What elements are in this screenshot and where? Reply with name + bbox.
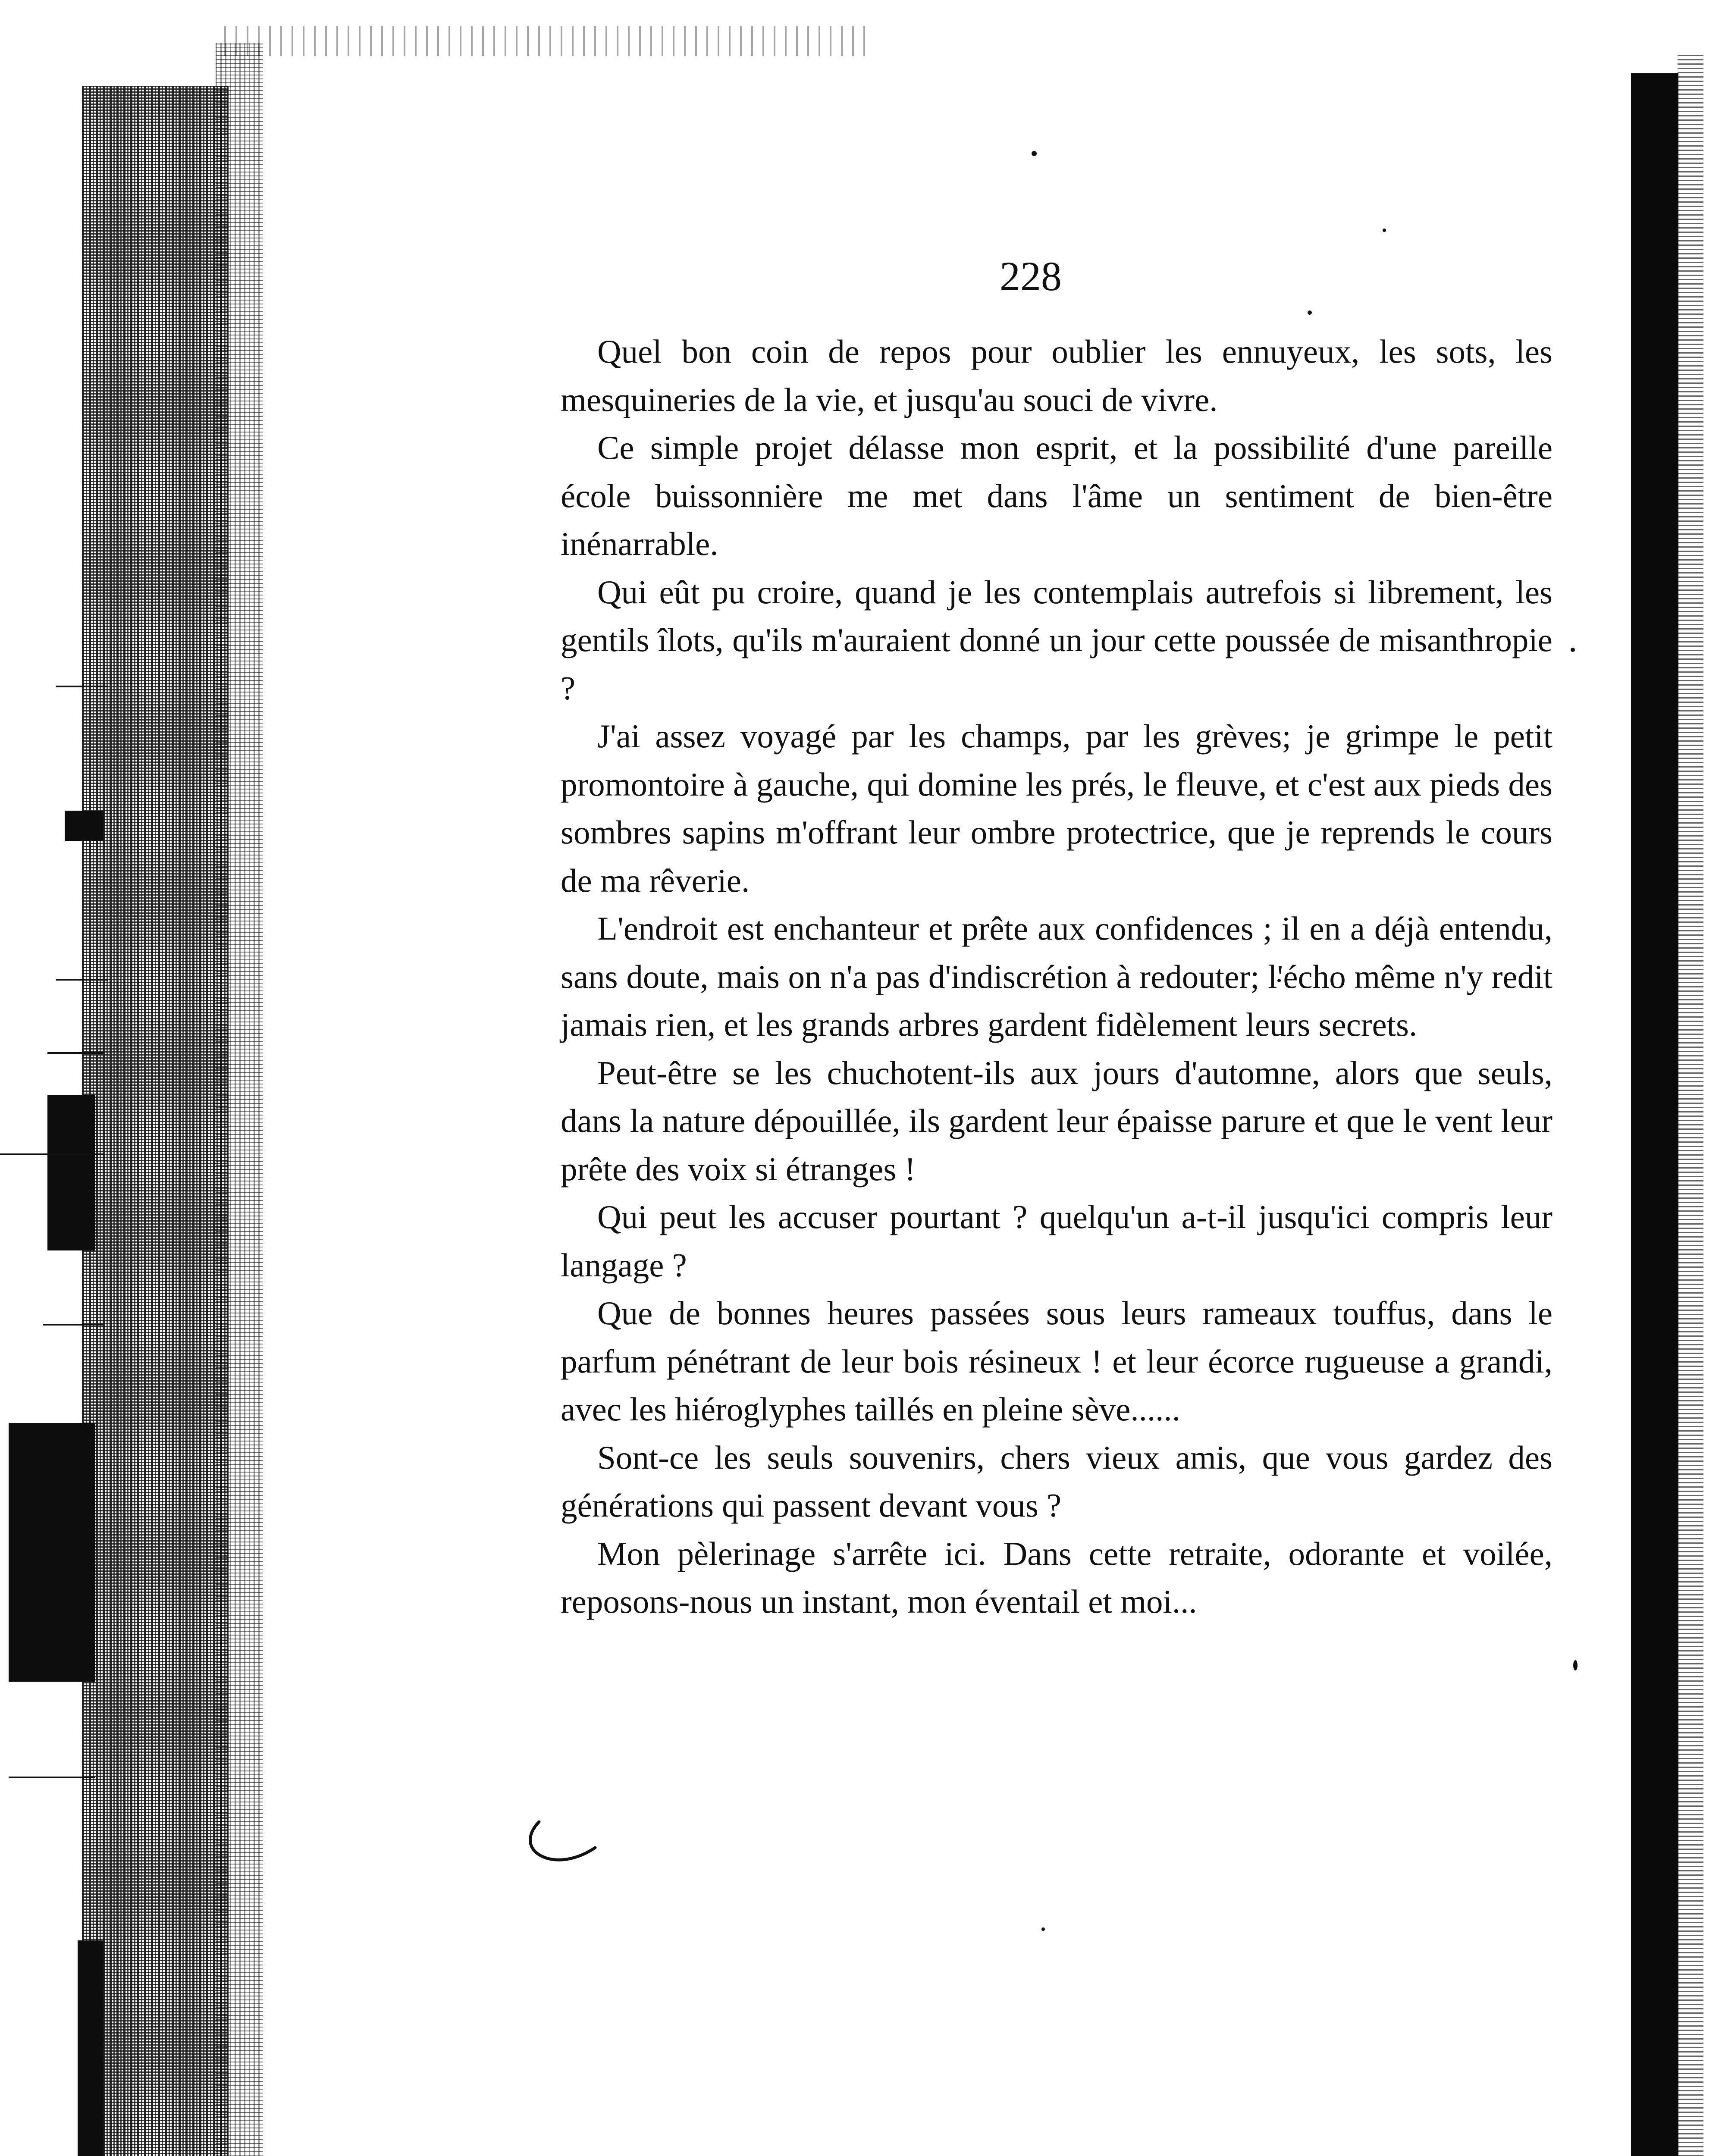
binding-block <box>78 1940 104 2156</box>
handwritten-margin-mark <box>522 1818 599 1869</box>
binding-block <box>47 1095 95 1250</box>
paragraph: L'endroit est enchanteur et prête aux confidences ; il en a déjà entendu, sans doute, mais on n'a pas d'indiscrétion à redouter; l'écho même n'y redit jamais rien, et les grands arbres gardent fidèlement leurs secrets. <box>561 910 1552 1043</box>
paragraph: Qui eût pu croire, quand je les contemplais autrefois si librement, les gentils îlots, qu'ils m'auraient donné un jour cette poussée de misanthropie ? <box>561 573 1552 707</box>
speck <box>1383 229 1386 232</box>
body-text <box>561 328 1552 1626</box>
edge-tick <box>9 1777 95 1778</box>
left-binding-shadow <box>82 86 229 2156</box>
binding-block <box>9 1423 95 1682</box>
top-edge-noise <box>224 26 871 56</box>
speck <box>1041 1927 1045 1931</box>
edge-tick <box>56 979 108 981</box>
edge-tick <box>47 1052 104 1054</box>
paragraph: Sont-ce les seuls souvenirs, chers vieux amis, que vous gardez des générations qui passent devant vous ? <box>561 1438 1552 1524</box>
right-binding-noise <box>1678 52 1703 2156</box>
right-binding-shadow <box>1631 73 1678 2156</box>
paragraph: Peut-être se les chuchotent-ils aux jours d'automne, alors que seuls, dans la nature dépouillée, ils gardent leur épaisse parure et que le vent leur prête des voix si étranges ! <box>561 1054 1552 1188</box>
paragraph: Mon pèlerinage s'arrête ici. Dans cette retraite, odorante et voilée, reposons-nous un instant, mon éventail et moi... <box>561 1535 1552 1620</box>
paragraph: J'ai assez voyagé par les champs, par les grèves; je grimpe le petit promontoire à gauche, qui domine les prés, le fleuve, et c'est aux pieds des sombres sapins m'offrant leur ombre protectrice, que je reprends le cours de ma rêverie. <box>561 718 1552 899</box>
left-binding-noise <box>216 43 263 2156</box>
edge-tick <box>43 1324 104 1326</box>
speck <box>1032 151 1037 156</box>
paragraph: Qui peut les accuser pourtant ? quelqu'un a-t-il jusqu'ici compris leur langage ? <box>561 1198 1552 1284</box>
paragraph: Que de bonnes heures passées sous leurs rameaux touffus, dans le parfum pénétrant de leur bois résineux ! et leur écorce rugueuse a grandi, avec les hiéroglyphes taillés en pleine sève...... <box>561 1294 1552 1428</box>
speck <box>1573 1660 1578 1670</box>
edge-tick <box>0 1153 104 1155</box>
edge-tick <box>56 686 108 687</box>
page-number: 228 <box>1000 253 1062 299</box>
speck <box>1308 310 1312 315</box>
binding-block <box>65 811 104 841</box>
paragraph: Ce simple projet délasse mon esprit, et la possibilité d'une pareille école buissonnière me met dans l'âme un sentiment de bien-être inénarrable. <box>561 429 1552 562</box>
paragraph: Quel bon coin de repos pour oublier les ennuyeux, les sots, les mesquineries de la vie, et jusqu'au souci de vivre. <box>561 333 1552 418</box>
speck <box>1571 648 1575 652</box>
